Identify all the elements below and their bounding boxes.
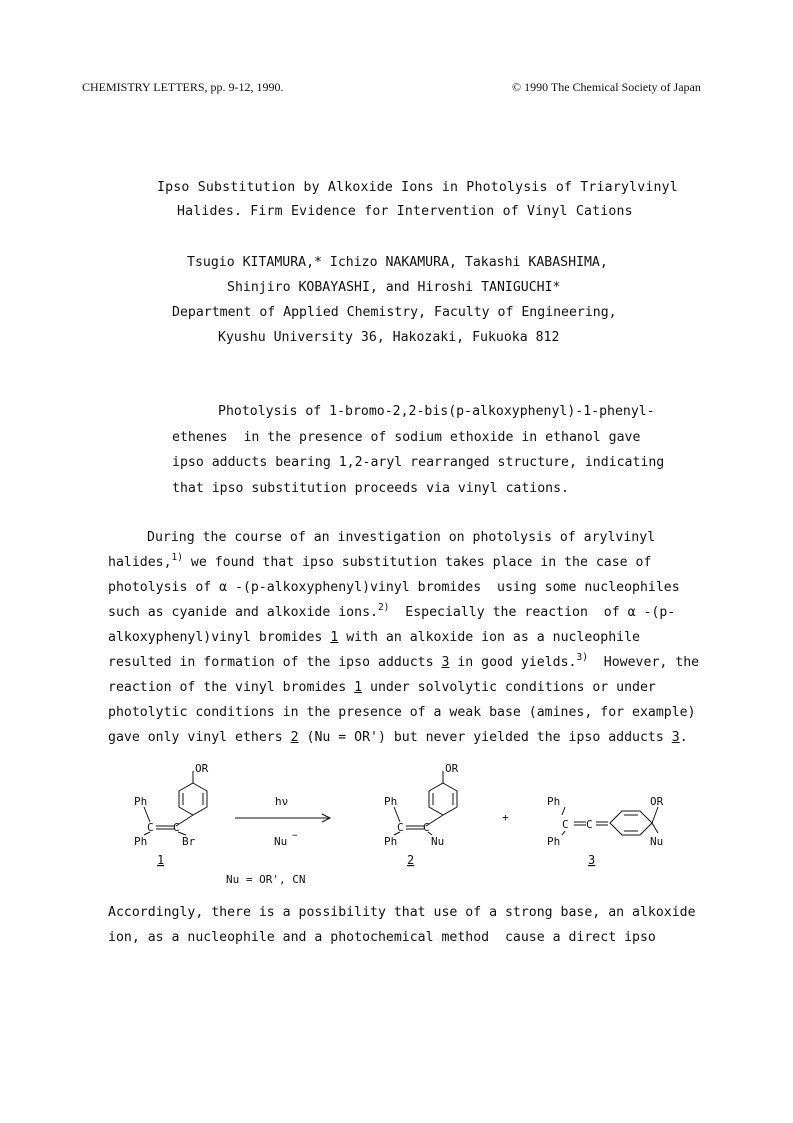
nu-label: Nu: [431, 835, 445, 848]
or-label: OR: [650, 795, 664, 808]
carbon-label: C: [173, 821, 180, 834]
hv-label: hν: [275, 795, 289, 808]
body-line-11: ion, as a nucleophile and a photochemical method cause a direct ipso: [108, 930, 656, 945]
authors-line-1: Tsugio KITAMURA,* Ichizo NAKAMURA, Takashi KABASHIMA,: [187, 255, 608, 270]
ph-label: Ph: [134, 835, 148, 848]
compound-ref: 3: [671, 730, 680, 745]
citation-3: 3): [576, 652, 588, 663]
body-line-3: photolysis of α -(p-alkoxyphenyl)vinyl bromides using some nucleophiles: [108, 580, 680, 595]
ph-label: Ph: [384, 835, 398, 848]
carbon-label: C: [562, 818, 569, 831]
compound-number-1: 1: [157, 853, 165, 867]
body-line-4: such as cyanide and alkoxide ions.$^{2)}$ Especially the reaction of α -(p-: [108, 602, 676, 620]
carbon-label: C: [147, 821, 154, 834]
nucleophile-condition: Nu = OR', CN: [226, 873, 306, 886]
abstract-line-2: ethenes in the presence of sodium ethoxide in ethanol gave: [172, 430, 641, 445]
compound-ref: 1: [354, 680, 363, 695]
body-line-7: reaction of the vinyl bromides 1 under solvolytic conditions or under: [108, 680, 656, 695]
or-label: OR: [195, 762, 209, 775]
body-line-6: resulted in formation of the ipso adducts 3 in good yields.$^{3)}$ However, the: [108, 652, 700, 670]
carbon-label: C: [423, 821, 430, 834]
body-line-9: gave only vinyl ethers 2 (Nu = OR') but never yielded the ipso adducts 3.: [108, 730, 688, 745]
title-line-2: Halides. Firm Evidence for Intervention of Vinyl Cations: [177, 204, 633, 219]
authors-line-2: Shinjiro KOBAYASHI, and Hiroshi TANIGUCHI*: [227, 280, 561, 295]
abstract-line-1: Photolysis of 1-bromo-2,2-bis(p-alkoxyphenyl)-1-phenyl-: [218, 404, 655, 419]
compound-number-3: 3: [588, 853, 596, 867]
nu-label: Nu: [650, 835, 664, 848]
nu-minus-label: Nu: [274, 835, 288, 848]
carbon-label: C: [586, 818, 593, 831]
body-line-5: alkoxyphenyl)vinyl bromides 1 with an alkoxide ion as a nucleophile: [108, 630, 640, 645]
plus-sign: +: [502, 811, 509, 824]
compound-number-2: 2: [407, 853, 415, 867]
ph-label: Ph: [134, 795, 148, 808]
br-label: Br: [182, 835, 196, 848]
affiliation-line-1: Department of Applied Chemistry, Faculty of Engineering,: [172, 305, 617, 320]
abstract-line-4: that ipso substitution proceeds via vinyl cations.: [172, 481, 569, 496]
body-line-2: halides,$^{1)}$ we found that ipso substitution takes place in the case of: [108, 552, 652, 570]
compound-ref: 1: [330, 630, 339, 645]
body-line-1: During the course of an investigation on photolysis of arylvinyl: [147, 530, 656, 545]
compound-ref: 3: [441, 655, 450, 670]
reaction-scheme: [0, 755, 793, 895]
compound-ref: 2: [290, 730, 299, 745]
body-line-10: Accordingly, there is a possibility that use of a strong base, an alkoxide: [108, 905, 696, 920]
ph-label: Ph: [547, 835, 561, 848]
title-line-1: Ipso Substitution by Alkoxide Ions in Photolysis of Triarylvinyl: [157, 180, 678, 195]
citation-1: 1): [171, 552, 183, 563]
affiliation-line-2: Kyushu University 36, Hakozaki, Fukuoka 812: [218, 330, 560, 345]
copyright-notice: © 1990 The Chemical Society of Japan: [512, 80, 701, 94]
minus-sign: −: [292, 831, 298, 841]
abstract-line-3: ipso adducts bearing 1,2-aryl rearranged structure, indicating: [172, 455, 665, 470]
or-label: OR: [445, 762, 459, 775]
carbon-label: C: [397, 821, 404, 834]
body-line-8: photolytic conditions in the presence of a weak base (amines, for example): [108, 705, 696, 720]
citation-2: 2): [377, 602, 390, 613]
journal-citation: CHEMISTRY LETTERS, pp. 9-12, 1990.: [82, 80, 284, 94]
ph-label: Ph: [384, 795, 398, 808]
ph-label: Ph: [547, 795, 561, 808]
